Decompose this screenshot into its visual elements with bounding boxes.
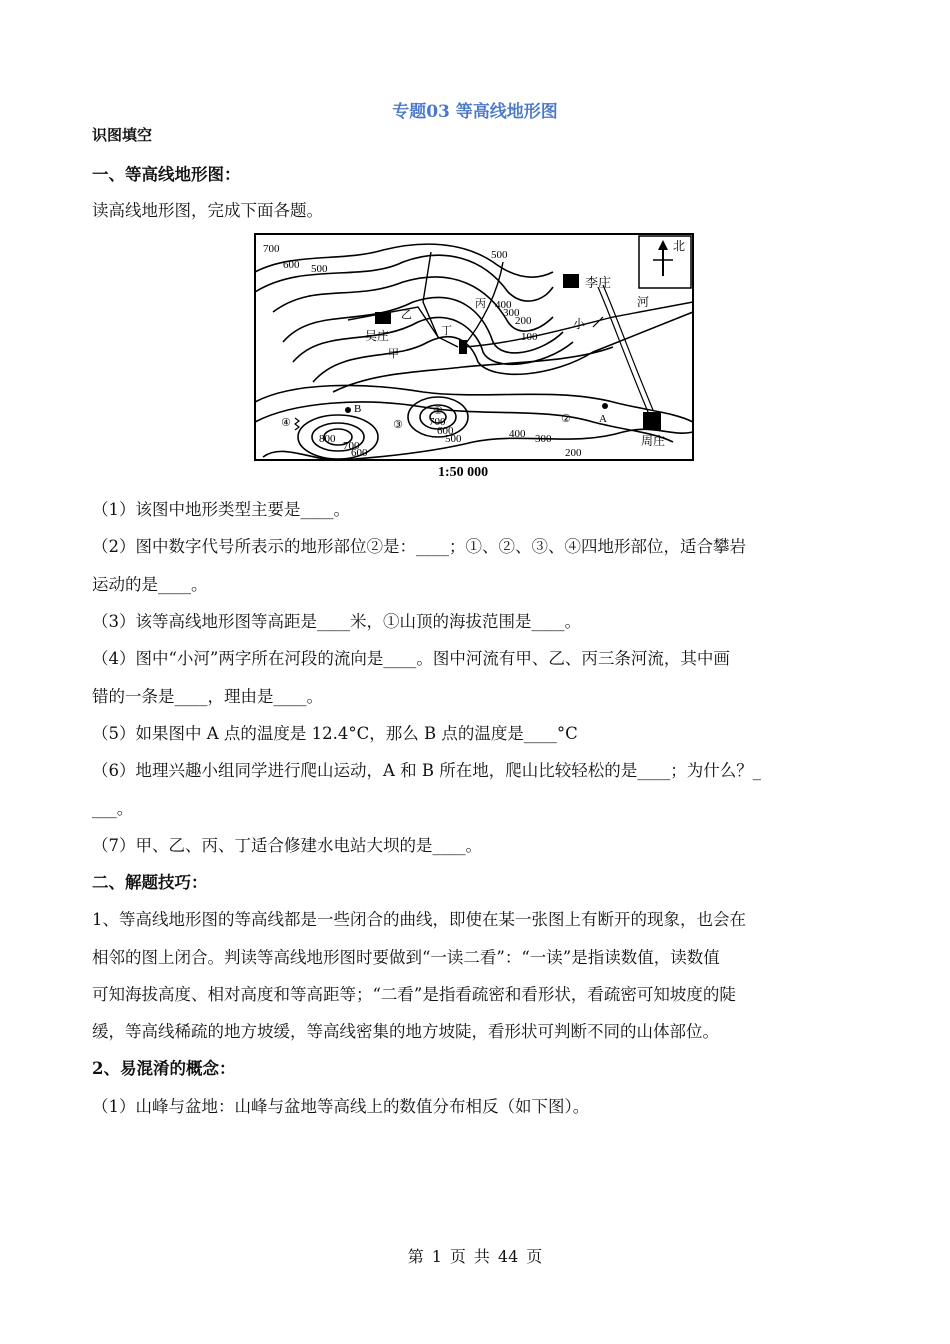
svg-text:600: 600 xyxy=(351,447,368,459)
section-label: 识图填空 xyxy=(92,126,153,144)
tip-line-2: 相邻的图上闭合。判读等高线地形图时要做到“一读二看”：“一读”是指读数值，读数值 xyxy=(92,948,720,967)
svg-text:300: 300 xyxy=(535,433,552,445)
lizhuang-marker xyxy=(563,274,579,288)
stream-label-jia: 甲 xyxy=(388,348,399,360)
question-6-line-1: （6）地理兴趣小组同学进行爬山运动，A 和 B 所在地，爬山比较轻松的是____；为什么？_ xyxy=(92,761,762,780)
svg-text:700: 700 xyxy=(343,440,360,452)
svg-text:500: 500 xyxy=(311,263,328,275)
point-a-marker xyxy=(602,403,608,409)
cliff-icon xyxy=(295,418,299,430)
question-4-line-2: 错的一条是____，理由是____。 xyxy=(92,687,323,706)
lizhuang-label: 李庄 xyxy=(585,275,612,290)
question-7: （7）甲、乙、丙、丁适合修建水电站大坝的是____。 xyxy=(92,836,482,855)
question-2-line-2: 运动的是____。 xyxy=(92,575,208,594)
question-1: （1）该图中地形类型主要是____。 xyxy=(92,500,350,519)
tip-line-1: 1、等高线地形图的等高线都是一些闭合的曲线，即使在某一张图上有断开的现象，也会在 xyxy=(92,910,746,929)
page-title: 专题03 等高线地形图 xyxy=(392,102,558,122)
north-arrow-head-icon xyxy=(658,240,668,250)
wuzhuang-label: 吴庄 xyxy=(365,329,390,343)
river-label-he: 河 xyxy=(637,295,650,309)
footer-page-word: 第 xyxy=(407,1247,424,1266)
point-b-marker xyxy=(345,407,351,413)
dam-marker xyxy=(459,340,467,354)
heading-contour-map: 一、等高线地形图： xyxy=(92,165,241,184)
river-label-xiao: 小 xyxy=(573,317,586,331)
position-4: ④ xyxy=(281,416,291,429)
svg-text:100: 100 xyxy=(521,331,538,343)
question-6-line-2: ___。 xyxy=(92,799,134,818)
point-a-label: A xyxy=(599,413,607,425)
svg-text:700: 700 xyxy=(429,416,446,428)
zhouzhuang-label: 周庄 xyxy=(641,434,666,448)
svg-text:600: 600 xyxy=(437,425,454,437)
svg-text:300: 300 xyxy=(503,307,520,319)
position-2: ② xyxy=(561,412,571,425)
svg-text:500: 500 xyxy=(445,433,462,445)
question-4-line-1: （4）图中“小河”两字所在河段的流向是____。图中河流有甲、乙、丙三条河流，其中画 xyxy=(92,649,730,668)
footer-page-number: 1 xyxy=(431,1247,442,1266)
svg-text:400: 400 xyxy=(509,428,526,440)
question-3: （3）该等高线地形图等高距是____米，①山顶的海拔范围是____。 xyxy=(92,612,581,631)
tip-line-3: 可知海拔高度、相对高度和等高距等；“二看”是指看疏密和看形状，看疏密可知坡度的陡 xyxy=(92,985,736,1004)
heading-tips: 二、解题技巧： xyxy=(92,873,208,892)
stream-label-yi: 乙 xyxy=(401,309,412,321)
footer-total-unit: 页 xyxy=(526,1247,543,1266)
position-1: ① xyxy=(433,404,443,417)
footer-total-word: 共 xyxy=(473,1247,490,1266)
svg-text:400: 400 xyxy=(495,299,512,311)
tip-line-4: 缓，等高线稀疏的地方坡缓，等高线密集的地方坡陡，看形状可判断不同的山体部位。 xyxy=(92,1022,719,1041)
page-footer xyxy=(0,1244,950,1267)
svg-text:800: 800 xyxy=(319,433,336,445)
point-b-label: B xyxy=(354,403,362,415)
lower-contours xyxy=(255,385,693,460)
svg-text:200: 200 xyxy=(515,315,532,327)
svg-text:600: 600 xyxy=(283,259,300,271)
zhouzhuang-marker xyxy=(643,412,661,430)
position-3: ③ xyxy=(393,418,403,431)
footer-page-unit: 页 xyxy=(449,1247,466,1266)
north-label: 北 xyxy=(673,239,686,253)
svg-text:500: 500 xyxy=(491,249,508,261)
intro-text: 读高线地形图，完成下面各题。 xyxy=(92,201,323,220)
stream-label-ding: 丁 xyxy=(441,325,452,337)
svg-text:700: 700 xyxy=(263,243,280,255)
tip-peak-basin: （1）山峰与盆地：山峰与盆地等高线上的数值分布相反（如下图）。 xyxy=(92,1097,590,1116)
footer-total-number: 44 xyxy=(497,1247,519,1266)
question-2-line-1: （2）图中数字代号所表示的地形部位②是：____；①、②、③、④四地形部位，适合攀岩 xyxy=(92,537,746,556)
map-scale: 1:50 000 xyxy=(438,465,489,480)
wuzhuang-marker xyxy=(375,312,391,324)
contour-map-figure xyxy=(253,232,695,480)
svg-text:200: 200 xyxy=(565,447,582,459)
heading-confusing-concepts: 2、易混淆的概念： xyxy=(92,1059,236,1078)
stream-label-bing: 丙 xyxy=(475,298,486,310)
question-5: （5）如果图中 A 点的温度是 12.4°C，那么 B 点的温度是____°C xyxy=(92,724,578,743)
